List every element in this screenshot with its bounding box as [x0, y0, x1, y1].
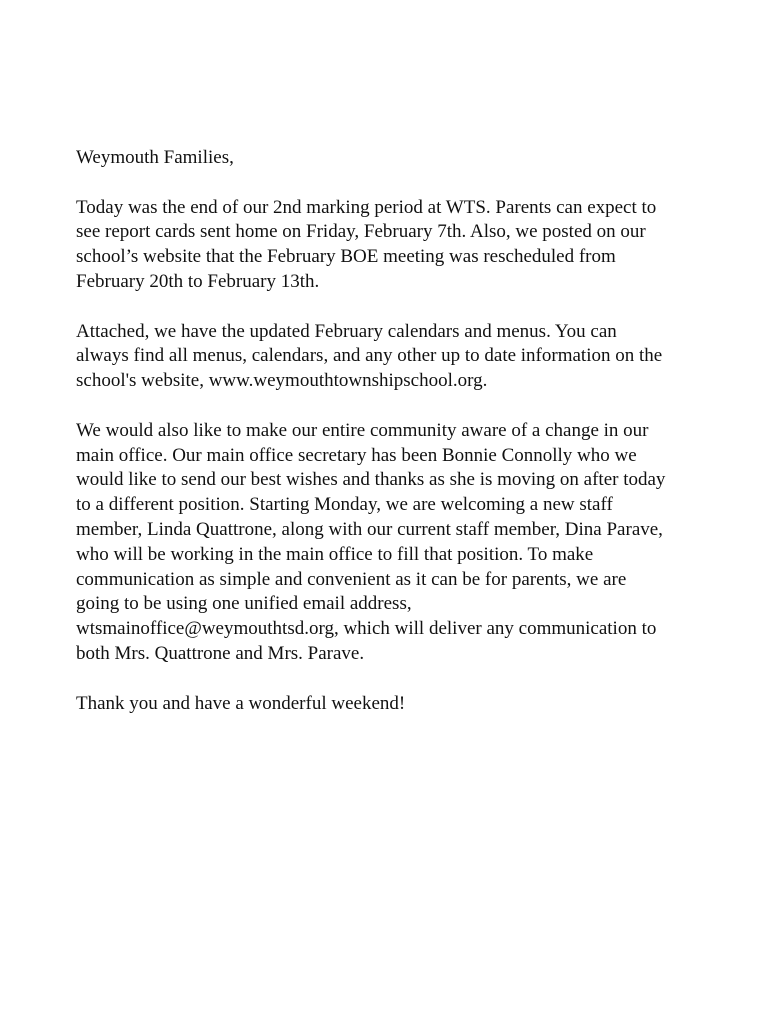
paragraph-marking-period: Today was the end of our 2nd marking period at WTS. Parents can expect to see report cards sent home on Friday, February 7th. Also, we posted on our school’s website that the February BOE meeting was rescheduled from February 20th to February 13th. [76, 196, 657, 292]
closing-line: Thank you and have a wonderful weekend! [76, 692, 406, 714]
paragraph-main-office-change: We would also like to make our entire community aware of a change in our main office. Our main office secretary has been Bonnie Connolly who we would like to send our best wishes and thanks as she is moving on after today to a different position. Starting Monday, we are welcoming a new staff member, Linda Quattrone, along with our current staff member, Dina Parave, who will be working in the main office to fill that position. To make communication as simple and convenient as it can be for parents, we are going to be using one unified email address, wtsmainoffice@weymouthtsd.org, which will deliver any communication to both Mrs. Quattrone and Mrs. Parave. [76, 419, 666, 664]
letter-body [76, 146, 716, 716]
paragraph-calendars-menus: Attached, we have the updated February calendars and menus. You can always find all menus, calendars, and any other up to date information on the school's website, www.weymouthtownshipschool.org. [76, 320, 663, 392]
greeting: Weymouth Families, [76, 147, 234, 168]
